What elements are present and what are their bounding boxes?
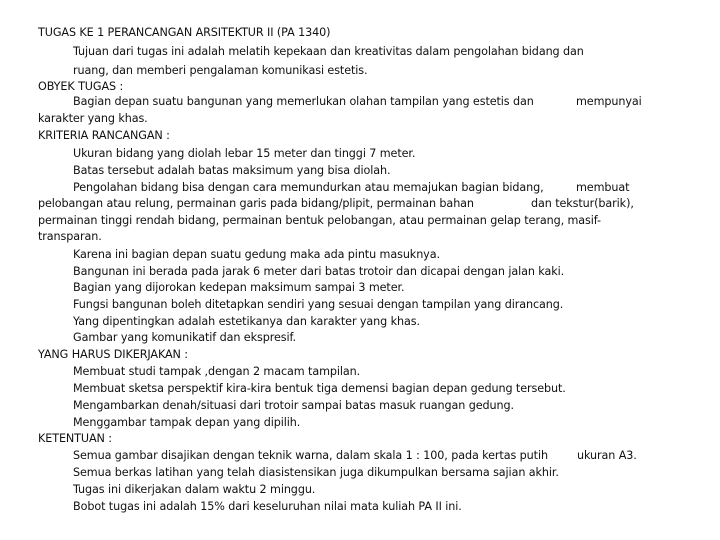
obyek-line-1a: Bagian depan suatu bangunan yang memerlukan olahan tampilan yang estetis dan [73, 95, 534, 108]
kriteria-line-3a: Pengolahan bidang bisa dengan cara memundurkan atau memajukan bagian bidang, [73, 181, 544, 194]
ketentuan-line-3: Tugas ini dikerjakan dalam waktu 2 minggu. [73, 483, 316, 496]
ketentuan-line-4: Bobot tugas ini adalah 15% dari keseluruhan nilai mata kuliah PA II ini. [73, 500, 462, 513]
kriteria-heading: KRITERIA RANCANGAN : [38, 129, 170, 142]
kriteria-line-8: Bangunan ini berada pada jarak 6 meter dari batas trotoir dan dicapai dengan jalan kaki. [73, 265, 565, 278]
kriteria-line-12: Gambar yang komunikatif dan ekspresif. [73, 331, 296, 344]
obyek-line-2: karakter yang khas. [38, 112, 148, 125]
kriteria-line-4b: dan tekstur(barik), [531, 197, 634, 210]
dikerjakan-line-2: Membuat sketsa perspektif kira-kira bentuk tiga demensi bagian depan gedung tersebut. [73, 382, 566, 395]
dikerjakan-heading: YANG HARUS DIKERJAKAN : [38, 348, 188, 361]
dikerjakan-line-4: Menggambar tampak depan yang dipilih. [73, 416, 301, 429]
ketentuan-line-1b: ukuran A3. [577, 449, 637, 462]
document-title: TUGAS KE 1 PERANCANGAN ARSITEKTUR II (PA 1340) [38, 26, 331, 39]
intro-line-1: Tujuan dari tugas ini adalah melatih kepekaan dan kreativitas dalam pengolahan bidang dan [73, 45, 584, 58]
kriteria-line-4a: pelobangan atau relung, permainan garis pada bidang/plipit, permainan bahan [38, 197, 474, 210]
dikerjakan-line-3: Mengambarkan denah/situasi dari trotoir sampai batas masuk ruangan gedung. [73, 399, 514, 412]
kriteria-line-10: Fungsi bangunan boleh ditetapkan sendiri yang sesuai dengan tampilan yang dirancang. [73, 298, 564, 311]
kriteria-line-1: Ukuran bidang yang diolah lebar 15 meter dan tinggi 7 meter. [73, 147, 416, 160]
kriteria-line-7: Karena ini bagian depan suatu gedung maka ada pintu masuknya. [73, 248, 440, 261]
obyek-heading: OBYEK TUGAS : [38, 80, 124, 93]
kriteria-line-11: Yang dipentingkan adalah estetikanya dan karakter yang khas. [73, 315, 420, 328]
intro-line-2: ruang, dan memberi pengalaman komunikasi estetis. [73, 64, 368, 77]
obyek-line-1b: mempunyai [576, 95, 642, 108]
kriteria-line-5: permainan tinggi rendah bidang, permainan bentuk pelobangan, atau permainan gelap terang, masif- [38, 214, 601, 227]
kriteria-line-3b: membuat [576, 181, 630, 194]
kriteria-line-9: Bagian yang dijorokan kedepan maksimum sampai 3 meter. [73, 281, 405, 294]
ketentuan-line-1a: Semua gambar disajikan dengan teknik warna, dalam skala 1 : 100, pada kertas putih [73, 449, 548, 462]
kriteria-line-2: Batas tersebut adalah batas maksimum yang bisa diolah. [73, 164, 391, 177]
kriteria-line-6: transparan. [38, 230, 102, 243]
ketentuan-line-2: Semua berkas latihan yang telah diasistensikan juga dikumpulkan bersama sajian akhir. [73, 466, 559, 479]
ketentuan-heading: KETENTUAN : [38, 432, 112, 445]
dikerjakan-line-1: Membuat studi tampak ,dengan 2 macam tampilan. [73, 365, 361, 378]
